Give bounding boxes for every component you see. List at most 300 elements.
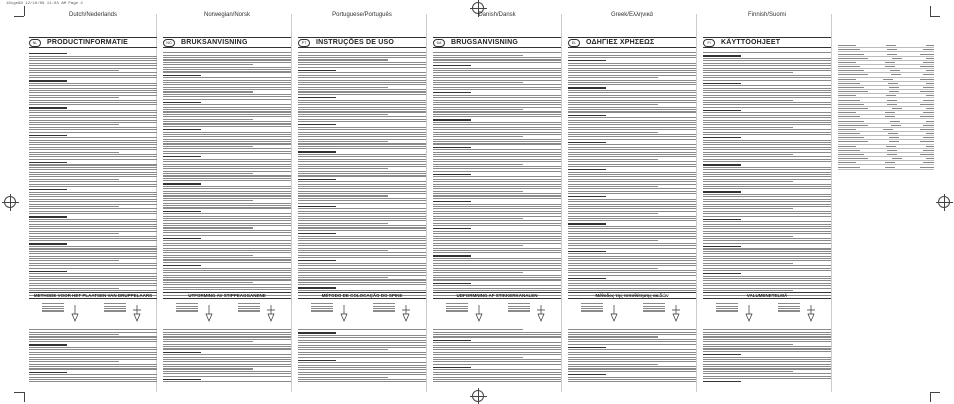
text-line — [433, 243, 561, 244]
text-line — [568, 193, 696, 194]
text-line — [568, 329, 696, 330]
text-line — [29, 366, 157, 367]
title-bar — [163, 37, 291, 48]
text-line — [433, 116, 561, 117]
diagram-caption-line — [446, 306, 468, 307]
text-line — [163, 168, 291, 169]
text-line — [703, 167, 831, 168]
text-line — [433, 59, 561, 60]
text-line — [433, 186, 561, 187]
text-line — [298, 236, 426, 237]
text-line — [298, 82, 426, 83]
text-line — [568, 156, 696, 157]
text-line — [568, 216, 696, 217]
text-line — [298, 198, 426, 199]
diagram-caption-line — [373, 308, 395, 309]
section-heading-line — [298, 332, 336, 333]
text-line — [163, 262, 291, 263]
text-line — [433, 132, 561, 133]
text-line — [703, 251, 831, 252]
text-line — [29, 290, 157, 291]
text-line — [298, 134, 426, 135]
text-line — [433, 268, 561, 269]
text-line — [163, 146, 253, 147]
section-heading-line — [568, 223, 606, 224]
table-cell — [923, 150, 934, 151]
text-line — [703, 236, 793, 237]
instruction-text — [163, 51, 291, 297]
text-line — [433, 171, 561, 172]
text-line — [298, 255, 426, 256]
text-line — [568, 127, 696, 128]
text-line — [29, 260, 119, 261]
text-line — [298, 94, 426, 95]
crop-mark — [930, 392, 931, 402]
text-line — [29, 196, 157, 197]
text-line — [163, 366, 291, 367]
text-line — [163, 84, 291, 85]
spike-icon — [130, 304, 144, 322]
text-line — [298, 159, 426, 160]
text-line — [29, 240, 157, 241]
method-heading: VALUMENETELMÄ — [703, 292, 831, 299]
language-panel — [433, 12, 561, 388]
text-line — [568, 275, 696, 276]
text-line — [298, 193, 426, 194]
text-line — [29, 226, 157, 227]
text-line — [29, 58, 157, 59]
text-line — [163, 287, 291, 288]
section-heading-line — [568, 251, 606, 252]
text-line — [298, 347, 426, 348]
table-cell — [926, 146, 934, 147]
spike-diagram-row — [705, 302, 829, 324]
table-cell — [838, 121, 864, 122]
section-heading-line — [298, 97, 336, 98]
text-line — [29, 174, 157, 175]
language-panel — [568, 12, 696, 388]
text-line — [568, 70, 696, 71]
text-line — [163, 272, 291, 273]
table-cell — [923, 137, 934, 138]
section-heading-line — [29, 107, 67, 108]
text-line — [298, 173, 426, 174]
text-line — [568, 265, 696, 266]
text-line — [163, 332, 291, 333]
text-line — [568, 149, 696, 150]
text-line — [568, 377, 696, 378]
text-line — [29, 199, 157, 200]
spike-icon — [264, 304, 278, 322]
text-line — [29, 132, 157, 133]
text-line — [163, 243, 291, 244]
spike-diagram — [446, 302, 486, 322]
text-line — [568, 147, 696, 148]
text-line — [163, 121, 291, 122]
text-line — [29, 152, 119, 153]
section-heading-line — [433, 201, 471, 202]
text-line — [298, 114, 388, 115]
registration-mark — [4, 196, 16, 208]
text-line — [568, 122, 696, 123]
section-heading-line — [163, 75, 201, 76]
text-line — [433, 97, 561, 98]
text-line — [568, 344, 696, 345]
text-line — [163, 225, 291, 226]
text-line — [568, 129, 696, 130]
section-heading-line — [298, 124, 336, 125]
text-line — [163, 275, 291, 276]
title-bar — [298, 37, 426, 48]
text-line — [433, 342, 561, 343]
text-line — [568, 176, 696, 177]
diagram-caption-line — [42, 310, 64, 311]
text-line — [703, 201, 831, 202]
text-line — [568, 117, 696, 118]
text-line — [163, 282, 253, 283]
table-cell — [838, 146, 856, 147]
text-line — [568, 181, 696, 182]
section-heading-line — [703, 191, 741, 192]
text-line — [568, 240, 658, 241]
text-line — [433, 285, 561, 286]
text-line — [433, 143, 561, 144]
spike-diagram — [581, 302, 621, 322]
text-line — [163, 119, 253, 120]
text-line — [29, 354, 157, 355]
text-line — [298, 75, 426, 76]
text-line — [703, 216, 831, 217]
text-line — [568, 144, 696, 145]
table-cell — [887, 104, 897, 105]
spike-diagram-row — [570, 302, 694, 324]
text-line — [568, 161, 696, 162]
text-line — [163, 357, 291, 358]
diagram-caption-line — [716, 303, 738, 304]
table-cell — [838, 87, 864, 88]
text-line — [433, 279, 561, 280]
language-label: Finnish/Suomi — [747, 12, 786, 18]
text-line — [568, 124, 696, 125]
table-cell — [926, 108, 934, 109]
crop-mark — [930, 16, 940, 17]
text-line — [29, 140, 157, 141]
section-heading-line — [298, 233, 336, 234]
text-line — [703, 228, 831, 229]
text-line — [568, 72, 696, 73]
table-cell — [926, 133, 934, 134]
text-line — [298, 161, 426, 162]
text-line — [29, 329, 157, 330]
text-line — [298, 345, 426, 346]
text-line — [568, 100, 696, 101]
text-line — [163, 123, 291, 124]
text-line — [29, 186, 157, 187]
diagram-caption-line — [581, 308, 603, 309]
text-line — [163, 279, 291, 280]
section-heading-line — [163, 211, 201, 212]
text-line — [298, 372, 426, 373]
diagram-caption-line — [581, 310, 603, 311]
text-line — [433, 176, 561, 177]
table-cell — [838, 125, 868, 126]
text-line — [433, 111, 561, 112]
text-line — [163, 346, 291, 347]
section-heading-line — [568, 115, 606, 116]
section-heading-line — [298, 206, 336, 207]
spike-diagram-row — [165, 302, 289, 324]
text-line — [298, 349, 388, 350]
text-line — [568, 80, 696, 81]
text-line — [433, 107, 561, 108]
text-line — [703, 144, 831, 145]
text-line — [433, 82, 523, 83]
method-heading: UDFORMNING AF STIKKERKANALEN — [433, 292, 561, 299]
text-line — [298, 230, 426, 231]
table-cell — [838, 95, 856, 96]
text-line — [433, 139, 561, 140]
text-line — [433, 381, 561, 382]
text-line — [568, 213, 658, 214]
panel-title: KÄYTTÖOHJEET — [721, 39, 781, 46]
text-line — [163, 259, 291, 260]
section-heading-line — [568, 142, 606, 143]
table-cell — [883, 129, 893, 130]
text-line — [703, 285, 831, 286]
table-cell — [888, 133, 898, 134]
section-heading-line — [163, 238, 201, 239]
table-cell — [889, 141, 899, 142]
text-line — [568, 364, 658, 365]
text-line — [29, 159, 157, 160]
text-line — [163, 361, 291, 362]
language-label: Dutch/Nederlands — [68, 12, 118, 18]
section-heading-line — [163, 156, 201, 157]
table-cell — [838, 100, 860, 101]
text-line — [163, 354, 291, 355]
section-heading-line — [298, 260, 336, 261]
text-line — [568, 107, 696, 108]
text-line — [298, 329, 426, 330]
text-line — [29, 142, 157, 143]
language-badge: NO — [163, 39, 175, 47]
text-line — [298, 100, 426, 101]
text-line — [703, 129, 831, 130]
text-line — [703, 366, 831, 367]
text-line — [568, 272, 696, 273]
text-line — [298, 67, 426, 68]
text-line — [163, 240, 291, 241]
text-line — [29, 164, 157, 165]
text-line — [163, 136, 291, 137]
diagram-caption-line — [643, 306, 665, 307]
text-line — [298, 381, 426, 382]
text-line — [163, 114, 291, 115]
crop-mark — [24, 392, 25, 402]
text-line — [163, 107, 291, 108]
text-line — [568, 134, 696, 135]
text-line — [433, 87, 561, 88]
text-line — [29, 206, 119, 207]
text-line — [298, 139, 426, 140]
text-line — [29, 104, 157, 105]
text-line — [29, 85, 157, 86]
diagram-caption-line — [42, 308, 64, 309]
text-line — [703, 231, 831, 232]
panel-title: BRUKSANVISNING — [181, 39, 248, 46]
spike-icon — [472, 304, 486, 322]
text-line — [568, 65, 696, 66]
table-cell — [926, 70, 934, 71]
text-line — [433, 377, 561, 378]
text-line — [433, 122, 561, 123]
text-line — [568, 280, 696, 281]
text-line — [568, 179, 696, 180]
diagram-caption-line — [716, 310, 738, 311]
text-line — [568, 248, 696, 249]
text-line — [433, 114, 561, 115]
text-line — [433, 164, 523, 165]
text-line — [163, 191, 291, 192]
text-line — [163, 164, 291, 165]
text-line — [433, 248, 561, 249]
diagram-caption-line — [104, 310, 126, 311]
text-line — [298, 136, 426, 137]
text-line — [163, 69, 291, 70]
diagram-caption-line — [176, 306, 198, 307]
text-line — [163, 373, 291, 374]
section-heading-line — [29, 189, 67, 190]
text-line — [298, 342, 426, 343]
text-line — [568, 184, 696, 185]
text-line — [433, 80, 561, 81]
diagram-caption-line — [311, 306, 333, 307]
method-heading: MÉTODO DE COLOCAÇÃO DO SPIKE — [298, 292, 426, 299]
table-cell — [926, 95, 934, 96]
section-heading-line — [433, 174, 471, 175]
text-line — [29, 115, 157, 116]
method-steps — [433, 328, 561, 384]
text-line — [703, 154, 793, 155]
text-line — [29, 120, 157, 121]
text-line — [433, 181, 561, 182]
text-line — [568, 199, 696, 200]
diagram-caption-line — [716, 306, 738, 307]
title-bar — [703, 37, 831, 48]
text-line — [703, 104, 831, 105]
text-line — [298, 374, 426, 375]
text-line — [29, 154, 157, 155]
text-line — [163, 381, 291, 382]
text-line — [568, 152, 696, 153]
table-cell — [920, 154, 934, 155]
text-line — [298, 156, 426, 157]
section-heading-line — [433, 255, 471, 256]
text-line — [703, 364, 831, 365]
text-line — [298, 218, 426, 219]
text-line — [298, 166, 426, 167]
text-line — [568, 361, 696, 362]
text-line — [703, 88, 831, 89]
text-line — [163, 175, 291, 176]
section-heading-line — [433, 65, 471, 66]
text-line — [703, 359, 831, 360]
table-cell — [920, 54, 934, 55]
text-line — [703, 226, 831, 227]
table-cell — [886, 45, 896, 46]
table-cell — [838, 54, 864, 55]
text-line — [703, 68, 831, 69]
table-cell — [889, 137, 899, 138]
text-line — [163, 186, 291, 187]
text-line — [433, 57, 561, 58]
text-line — [568, 166, 696, 167]
language-badge: NL — [29, 39, 41, 47]
table-cell — [838, 133, 860, 134]
text-line — [298, 154, 426, 155]
crop-mark — [930, 6, 931, 16]
table-cell — [923, 49, 934, 50]
text-line — [29, 169, 157, 170]
text-line — [298, 168, 388, 169]
text-line — [568, 52, 696, 53]
text-line — [29, 211, 157, 212]
text-line — [703, 371, 793, 372]
text-line — [163, 104, 291, 105]
text-line — [29, 172, 157, 173]
text-line — [433, 236, 561, 237]
text-line — [29, 95, 157, 96]
text-line — [163, 203, 291, 204]
text-line — [163, 220, 291, 221]
text-line — [703, 211, 831, 212]
text-line — [298, 129, 426, 130]
text-line — [433, 89, 561, 90]
diagram-caption-line — [104, 308, 126, 309]
diagram-caption-line — [238, 308, 260, 309]
text-line — [703, 176, 831, 177]
text-line — [29, 238, 157, 239]
table-cell — [838, 49, 860, 50]
text-line — [29, 265, 157, 266]
diagram-caption-line — [643, 303, 665, 304]
text-line — [703, 334, 831, 335]
section-heading-line — [298, 360, 336, 361]
text-line — [29, 349, 157, 350]
language-panel — [703, 12, 831, 388]
method-steps — [29, 328, 157, 384]
text-line — [703, 102, 831, 103]
text-line — [29, 137, 157, 138]
text-line — [433, 102, 561, 103]
table-cell — [838, 70, 864, 71]
spike-diagram — [508, 302, 548, 322]
diagram-caption-line — [238, 303, 260, 304]
table-cell — [886, 95, 896, 96]
text-line — [568, 357, 696, 358]
text-line — [703, 208, 793, 209]
text-line — [433, 240, 561, 241]
text-line — [568, 371, 696, 372]
title-bar — [433, 37, 561, 48]
text-line — [29, 77, 157, 78]
text-line — [433, 245, 523, 246]
text-line — [163, 134, 291, 135]
text-line — [703, 248, 831, 249]
text-line — [568, 208, 696, 209]
text-line — [298, 352, 426, 353]
text-line — [703, 233, 831, 234]
